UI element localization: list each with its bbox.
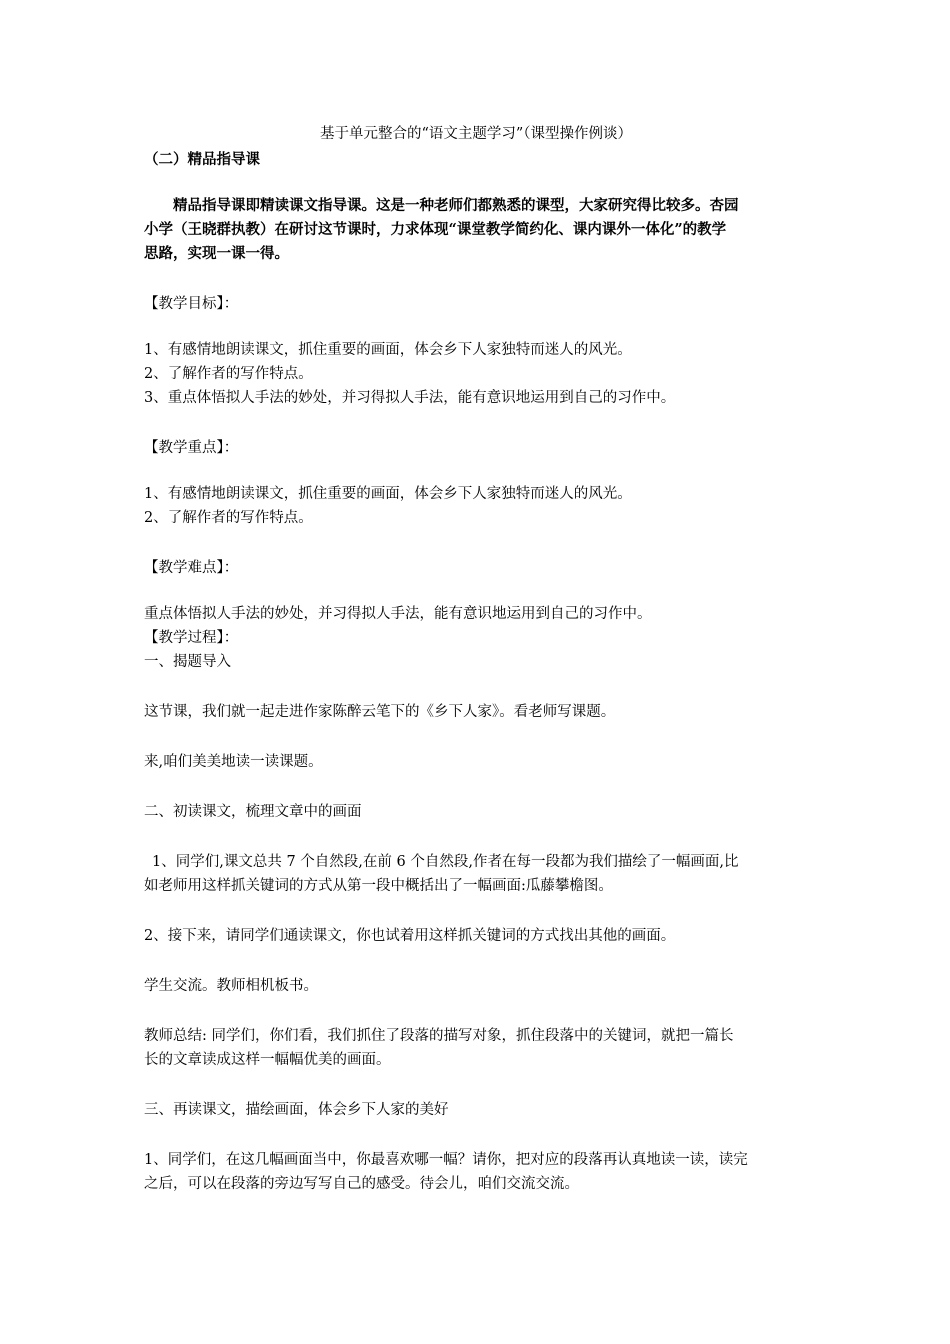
section-heading: （二）精品指导课 (144, 151, 260, 168)
step2-paragraph-1-line-2: 如老师用这样抓关键词的方式从第一段中概括出了一幅画面:瓜藤攀檐图。 (144, 878, 613, 894)
intro-line-2: 小学（王晓群执教）在研讨这节课时，力求体现“课堂教学简约化、课内课外一体化”的教学 (144, 221, 727, 238)
goal-item: 1、有感情地朗读课文，抓住重要的画面，体会乡下人家独特而迷人的风光。 (144, 342, 632, 358)
step2-paragraph-4-line-2: 长的文章读成这样一幅幅优美的画面。 (144, 1052, 391, 1068)
intro-line-3: 思路，实现一课一得。 (144, 245, 289, 262)
step2-paragraph-1-line-1: 1、同学们,课文总共 7 个自然段,在前 6 个自然段,作者在每一段都为我们描绘了一幅画面,比 (152, 854, 739, 870)
process-heading: 【教学过程】： (144, 630, 239, 646)
step2-paragraph-4-line-1: 教师总结: 同学们，你们看，我们抓住了段落的描写对象，抓住段落中的关键词，就把一篇长 (144, 1028, 734, 1044)
document-page (144, 120, 808, 1196)
key-point-item: 2、了解作者的写作特点。 (144, 510, 313, 526)
difficulty-heading: 【教学难点】： (144, 560, 239, 576)
step3-paragraph-1-line-2: 之后，可以在段落的旁边写写自己的感受。待会儿，咱们交流交流。 (144, 1176, 579, 1192)
key-point-item: 1、有感情地朗读课文，抓住重要的画面，体会乡下人家独特而迷人的风光。 (144, 486, 632, 502)
step2-title: 二、初读课文，梳理文章中的画面 (144, 804, 362, 820)
step3-paragraph-1-line-1: 1、同学们，在这几幅画面当中，你最喜欢哪一幅？请你，把对应的段落再认真地读一读，读完 (144, 1152, 748, 1168)
intro-line-1: 精品指导课即精读课文指导课。这是一种老师们都熟悉的课型，大家研究得比较多。杏园 (173, 197, 739, 214)
step1-paragraph-2: 来,咱们美美地读一读课题。 (144, 754, 323, 770)
difficulty-text: 重点体悟拟人手法的妙处，并习得拟人手法，能有意识地运用到自己的习作中。 (144, 606, 652, 622)
goal-item: 2、了解作者的写作特点。 (144, 366, 313, 382)
step1-title: 一、揭题导入 (144, 654, 231, 670)
goals-heading: 【教学目标】： (144, 296, 239, 312)
goal-item: 3、重点体悟拟人手法的妙处，并习得拟人手法，能有意识地运用到自己的习作中。 (144, 390, 676, 406)
step2-paragraph-3: 学生交流。教师相机板书。 (144, 978, 318, 994)
key-points-heading: 【教学重点】： (144, 440, 239, 456)
step3-title: 三、再读课文，描绘画面，体会乡下人家的美好 (144, 1102, 449, 1118)
step2-paragraph-2: 2、接下来，请同学们通读课文，你也试着用这样抓关键词的方式找出其他的画面。 (144, 928, 676, 944)
step1-paragraph-1: 这节课，我们就一起走进作家陈醉云笔下的《乡下人家》。看老师写课题。 (144, 704, 616, 720)
document-title: 基于单元整合的“语文主题学习”（课型操作例谈） (319, 126, 633, 142)
